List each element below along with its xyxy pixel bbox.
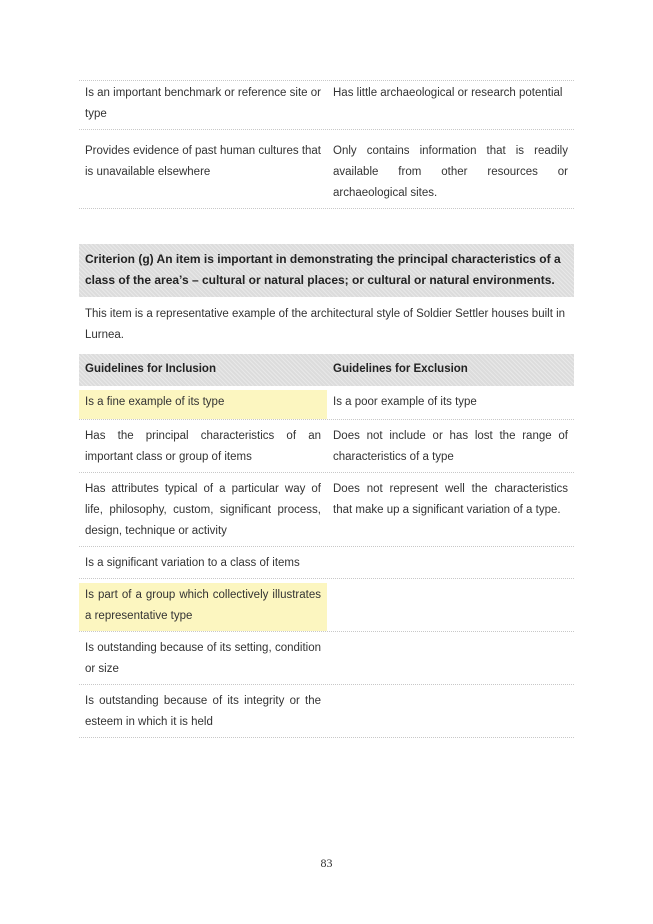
inclusion-cell: Provides evidence of past human cultures that is unavailable elsewhere xyxy=(85,145,321,178)
table-row xyxy=(79,390,574,420)
exclusion-cell xyxy=(327,551,574,578)
inclusion-cell: Has attributes typical of a particular way of life, philosophy, custom, significant process, design, technique or activity xyxy=(85,483,321,537)
page-number: 83 xyxy=(320,856,333,870)
table-row xyxy=(79,636,574,685)
guidelines-table xyxy=(79,354,574,738)
exclusion-cell: Is a poor example of its type xyxy=(333,396,477,408)
inclusion-cell: Is outstanding because of its setting, condition or size xyxy=(85,642,321,675)
table-row xyxy=(79,477,574,547)
table-row xyxy=(79,139,574,209)
previous-criterion-table xyxy=(79,80,574,209)
exclusion-cell xyxy=(327,689,574,737)
table-header-row xyxy=(79,354,574,386)
inclusion-header: Guidelines for Inclusion xyxy=(85,363,216,375)
table-row xyxy=(79,583,574,632)
inclusion-cell: Has the principal characteristics of an important class or group of items xyxy=(85,430,321,463)
exclusion-cell: Has little archaeological or research potential xyxy=(333,87,563,99)
exclusion-cell: Only contains information that is readily available from other resources or archaeological sites. xyxy=(333,145,568,199)
inclusion-cell: Is a significant variation to a class of items xyxy=(85,557,300,569)
exclusion-cell xyxy=(327,583,574,631)
inclusion-cell: Is a fine example of its type xyxy=(79,390,327,419)
criterion-statement: This item is a representative example of the architectural style of Soldier Settler houses built in Lurnea. xyxy=(85,308,566,341)
exclusion-cell: Does not include or has lost the range of characteristics of a type xyxy=(333,430,568,463)
exclusion-cell xyxy=(327,636,574,684)
table-row xyxy=(79,689,574,738)
table-row xyxy=(79,551,574,579)
exclusion-cell: Does not represent well the characteristics that make up a significant variation of a type. xyxy=(333,483,568,516)
exclusion-header: Guidelines for Exclusion xyxy=(333,363,468,375)
criterion-heading: Criterion (g) An item is important in demonstrating the principal characteristics of a class of the area’s – cultural or natural places; or cultural or natural environments. xyxy=(79,244,574,297)
inclusion-cell: Is an important benchmark or reference site or type xyxy=(85,87,321,120)
inclusion-cell: Is part of a group which collectively illustrates a representative type xyxy=(79,583,327,631)
table-row xyxy=(79,81,574,130)
inclusion-cell: Is outstanding because of its integrity or the esteem in which it is held xyxy=(85,695,321,728)
table-row xyxy=(79,424,574,473)
